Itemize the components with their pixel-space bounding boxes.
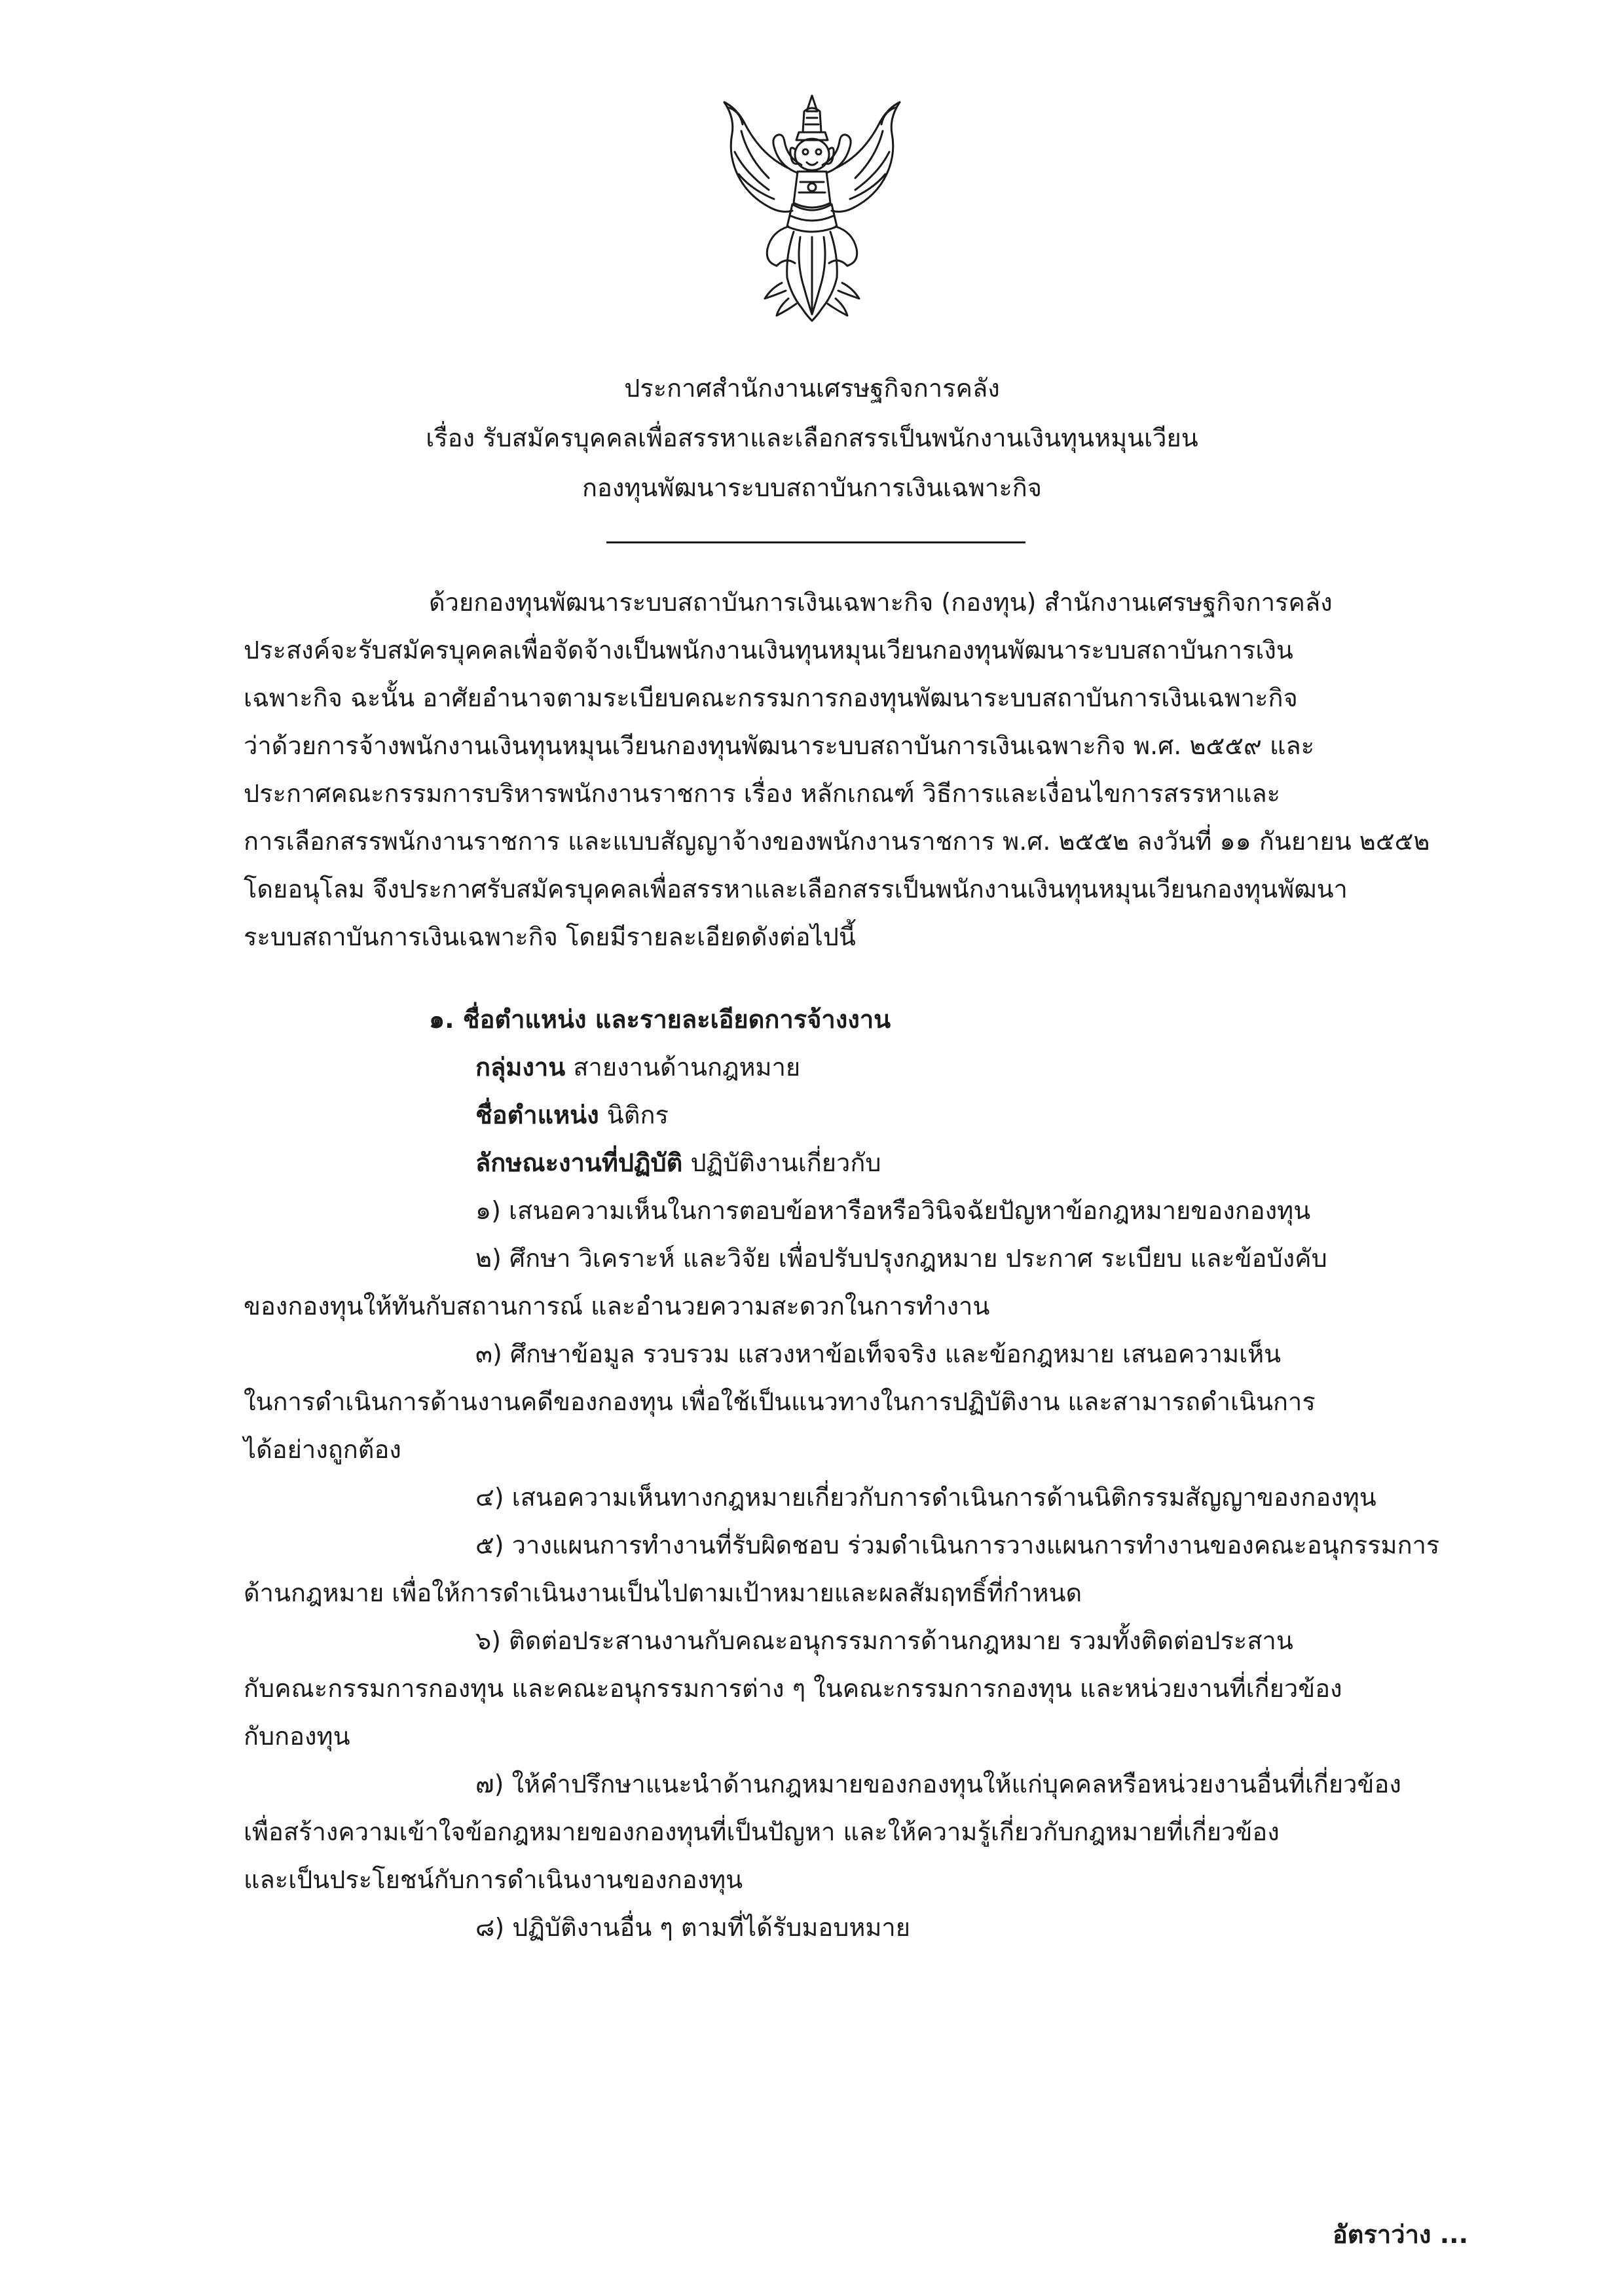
duty-item: ๕) วางแผนการทำงานที่รับผิดชอบ ร่วมดำเนินการวางแผนการทำงานของคณะอนุกรรมการ [475,1531,1440,1559]
duty-item: ๒) ศึกษา วิเคราะห์ และวิจัย เพื่อปรับปรุงกฎหมาย ประกาศ ระเบียบ และข้อบังคับ [475,1244,1327,1273]
work-group-value: สายงานด้านกฎหมาย [573,1053,801,1082]
duty-item-continued: เพื่อสร้างความเข้าใจข้อกฎหมายของกองทุนที่เป็นปัญหา และให้ความรู้เกี่ยวกับกฎหมายที่เกี่ยวข้อง [244,1817,1280,1846]
duty-item-continued: ด้านกฎหมาย เพื่อให้การดำเนินงานเป็นไปตามเป้าหมายและผลสัมฤทธิ์ที่กำหนด [244,1578,1082,1607]
intro-line: การเลือกสรรพนักงานราชการ และแบบสัญญาจ้างของพนักงานราชการ พ.ศ. ๒๕๕๒ ลงวันที่ ๑๑ กันยายน ๒๕๕๒ [244,827,1430,856]
duty-item-continued: ได้อย่างถูกต้อง [244,1435,401,1464]
duty-item: ๓) ศึกษาข้อมูล รวบรวม แสวงหาข้อเท็จจริง และข้อกฎหมาย เสนอความเห็น [475,1339,1282,1368]
intro-line: โดยอนุโลม จึงประกาศรับสมัครบุคคลเพื่อสรรหาและเลือกสรรเป็นพนักงานเงินทุนหมุนเวียนกองทุนพัฒนา [244,875,1348,903]
position-label: ชื่อตำแหน่ง [475,1101,599,1129]
position-value: นิติกร [606,1101,669,1129]
work-group [475,1043,800,1091]
intro-line: ระบบสถาบันการเงินเฉพาะกิจ โดยมีรายละเอียดดังต่อไปนี้ [244,922,856,951]
announcement-subject-continued: กองทุนพัฒนาระบบสถาบันการเงินเฉพาะกิจ [581,473,1043,502]
announcement-issuer: ประกาศสำนักงานเศรษฐกิจการคลัง [624,374,1000,403]
duty-item-continued: และเป็นประโยชน์กับการดำเนินงานของกองทุน [244,1865,743,1894]
intro-line: ประสงค์จะรับสมัครบุคคลเพื่อจัดจ้างเป็นพนักงานเงินทุนหมุนเวียนกองทุนพัฒนาระบบสถาบันการเงิน [244,636,1293,665]
duty-item: ๗) ให้คำปรึกษาแนะนำด้านกฎหมายของกองทุนให้แก่บุคคลหรือหน่วยงานอื่นที่เกี่ยวข้อง [475,1770,1401,1798]
continuation-note: อัตราว่าง ... [1332,2220,1468,2249]
announcement-header [0,363,1624,513]
section-heading: ๑. ชื่อตำแหน่ง และรายละเอียดการจ้างงาน [429,1005,891,1034]
duty-item: ๑) เสนอความเห็นในการตอบข้อหารือหรือวินิจฉัยปัญหาข้อกฎหมายของกองทุน [475,1196,1311,1225]
duty-item: ๘) ปฏิบัติงานอื่น ๆ ตามที่ได้รับมอบหมาย [475,1913,911,1942]
job-duties-value: ปฏิบัติงานเกี่ยวกับ [690,1148,881,1177]
job-duties-label: ลักษณะงานที่ปฏิบัติ [475,1148,683,1177]
intro-line: ด้วยกองทุนพัฒนาระบบสถาบันการเงินเฉพาะกิจ (กองทุน) สำนักงานเศรษฐกิจการคลัง [429,588,1333,617]
intro-line: เฉพาะกิจ ฉะนั้น อาศัยอำนาจตามระเบียบคณะกรรมการกองทุนพัฒนาระบบสถาบันการเงินเฉพาะกิจ [244,683,1298,712]
position-name [475,1091,669,1139]
intro-line: ว่าด้วยการจ้างพนักงานเงินทุนหมุนเวียนกองทุนพัฒนาระบบสถาบันการเงินเฉพาะกิจ พ.ศ. ๒๕๕๙ และ [244,731,1315,760]
duty-item: ๔) เสนอความเห็นทางกฎหมายเกี่ยวกับการดำเนินการด้านนิติกรรมสัญญาของกองทุน [475,1483,1376,1512]
duty-item-continued: กับคณะกรรมการกองทุน และคณะอนุกรรมการต่าง ๆ ในคณะกรรมการกองทุน และหน่วยงานที่เกี่ยวข้อง [244,1674,1342,1703]
work-group-label: กลุ่มงาน [475,1053,566,1082]
duty-item-continued: ของกองทุนให้ทันกับสถานการณ์ และอำนวยความสะดวกในการทำงาน [244,1292,990,1321]
announcement-subject: เรื่อง รับสมัครบุคคลเพื่อสรรหาและเลือกสรรเป็นพนักงานเงินทุนหมุนเวียน [426,424,1198,452]
duty-item: ๖) ติดต่อประสานงานกับคณะอนุกรรมการด้านกฎหมาย รวมทั้งติดต่อประสาน [475,1626,1293,1655]
job-duties [475,1139,881,1187]
intro-line: ประกาศคณะกรรมการบริหารพนักงานราชการ เรื่อง หลักเกณฑ์ วิธีการและเงื่อนไขการสรรหาและ [244,779,1281,808]
header-divider [606,541,1025,543]
garuda-emblem-icon [709,92,915,326]
duty-item-continued: กับกองทุน [244,1722,350,1751]
duty-item-continued: ในการดำเนินการด้านงานคดีของกองทุน เพื่อใช้เป็นแนวทางในการปฏิบัติงาน และสามารถดำเนินการ [244,1387,1316,1416]
